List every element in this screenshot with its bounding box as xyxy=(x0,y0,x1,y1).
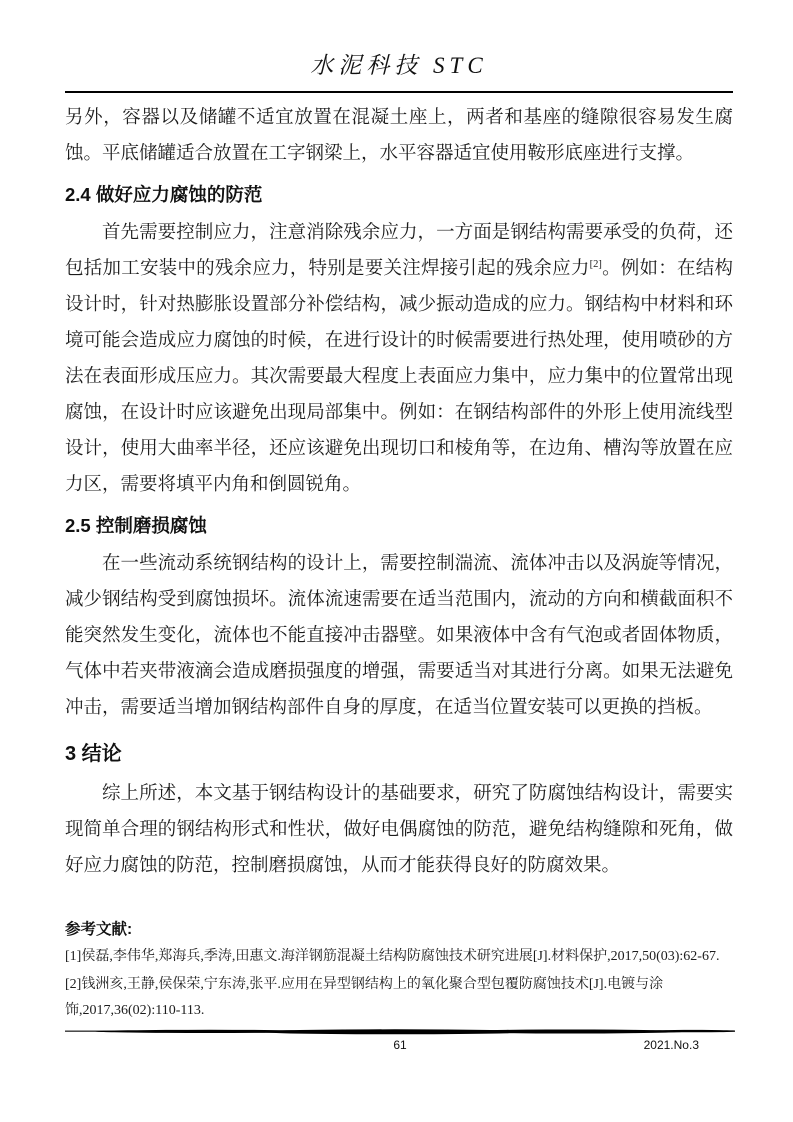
page-number: 61 xyxy=(393,1038,407,1052)
reference-item-1: [1]侯磊,李伟华,郑海兵,季涛,田惠文.海洋钢筋混凝土结构防腐蚀技术研究进展[J].材料保护,2017,50(03):62-67. xyxy=(65,949,720,964)
continued-paragraph: 另外，容器以及储罐不适宜放置在混凝土座上，两者和基座的缝隙很容易发生腐蚀。平底储罐适合放置在工字钢梁上，水平容器适宜使用鞍形底座进行支撑。 xyxy=(65,108,733,164)
journal-title: 水泥科技 STC xyxy=(310,53,488,78)
paragraph-text-after-citation: 。例如：在结构设计时，针对热膨胀设置部分补偿结构，减少振动造成的应力。钢结构中材料和环境可能会造成应力腐蚀的时候，在进行设计的时候需要进行热处理，使用喷砂的方法在表面形成压应力。其次需要最大程度上表面应力集中，应力集中的位置常出现腐蚀，在设计时应该避免出现局部集中。例如：在钢结构部件的外形上使用流线型设计，使用大曲率半径，还应该避免出现切口和棱角等，在边角、槽沟等放置在应力区，需要将填平内角和倒圆锐角。 xyxy=(65,259,733,495)
reference-item-2: [2]钱洲亥,王静,侯保荣,宁东涛,张平.应用在异型钢结构上的氧化聚合型包覆防腐蚀技术[J].电镀与涂饰,2017,36(02):110-113. xyxy=(65,977,664,1018)
section-heading-3: 3 结论 xyxy=(65,743,122,765)
section-heading-2-4: 2.4 做好应力腐蚀的防范 xyxy=(65,184,263,205)
section-paragraph-3: 综上所述，本文基于钢结构设计的基础要求，研究了防腐蚀结构设计，需要实现简单合理的钢结构形式和性状，做好电偶腐蚀的防范，避免结构缝隙和死角，做好应力腐蚀的防范，控制磨损腐蚀，从而才能获得良好的防腐效果。 xyxy=(65,784,733,876)
references-heading: 参考文献: xyxy=(65,921,133,938)
section-paragraph-2-4 xyxy=(65,215,733,503)
section-paragraph-2-5: 在一些流动系统钢结构的设计上，需要控制湍流、流体冲击以及涡旋等情况，减少钢结构受到腐蚀损坏。流体流速需要在适当范围内，流动的方向和横截面积不能突然发生变化，流体也不能直接冲击器壁。如果液体中含有气泡或者固体物质，气体中若夹带液滴会造成磨损强度的增强，需要适当对其进行分离。如果无法避免冲击，需要适当增加钢结构部件自身的厚度，在适当位置安装可以更换的挡板。 xyxy=(65,554,733,718)
footer-text-row xyxy=(65,1038,735,1056)
section-heading-2-5: 2.5 控制磨损腐蚀 xyxy=(65,515,207,536)
issue-label: 2021.No.3 xyxy=(643,1038,699,1052)
paragraph-text-before-citation: 首先需要控制应力，注意消除残余应力，一方面是钢结构需要承受的负荷，还包括加工安装中的残余应力，特别是要关注焊接引起的残余应力 xyxy=(65,223,733,279)
header-rule xyxy=(65,91,733,93)
journal-header xyxy=(65,50,733,93)
references-section xyxy=(65,918,733,1024)
page-content xyxy=(65,0,733,1024)
footer-decorative-rule xyxy=(65,1028,735,1036)
page-footer xyxy=(65,1028,735,1056)
citation-superscript: [2] xyxy=(589,258,602,270)
